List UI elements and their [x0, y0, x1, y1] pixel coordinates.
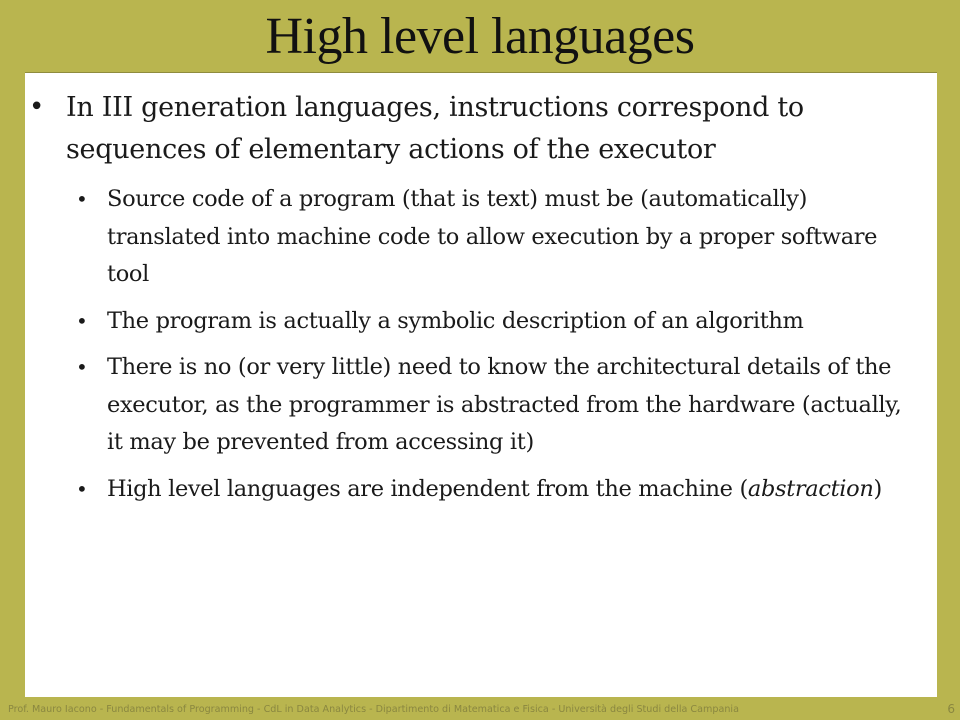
sub-bullet-text: There is no (or very little) need to know the architectural details of the executor, as the programmer is abstracted from the hardware (actually, it may be prevented from accessing it)	[107, 354, 902, 455]
page-number: 6	[947, 702, 955, 716]
sub-bullet	[25, 349, 937, 462]
sub-bullet-text: The program is actually a symbolic description of an algorithm	[107, 307, 804, 334]
sub-bullet	[25, 303, 937, 341]
slide-footer: Prof. Mauro Iacono - Fundamentals of Programming - CdL in Data Analytics - Dipartimento di Matematica e Fisica - Università degli Studi della Campania	[8, 704, 739, 715]
sub-bullet-text: Source code of a program (that is text) must be (automatically) translated into machine code to allow execution by a proper software tool	[107, 186, 878, 287]
bullet-level-1	[25, 87, 937, 171]
slide-title: High level languages	[265, 8, 695, 65]
bullet-dot-icon: •	[76, 355, 88, 379]
bullet-text: In III generation languages, instructions correspond to sequences of elementary actions of the executor	[66, 92, 804, 165]
sub-bullet	[25, 471, 937, 509]
bullet-list	[25, 87, 937, 517]
sub-bullet-text-before: High level languages are independent from the machine (	[107, 475, 748, 502]
bullet-dot-icon: •	[29, 92, 45, 122]
bullet-dot-icon: •	[76, 476, 88, 501]
sub-bullet	[25, 181, 937, 294]
sub-bullet-text-after: )	[873, 475, 882, 502]
content-panel	[25, 72, 937, 697]
bullet-dot-icon: •	[76, 308, 88, 333]
bullet-dot-icon: •	[76, 187, 88, 211]
abstraction-term: abstraction	[747, 475, 874, 502]
